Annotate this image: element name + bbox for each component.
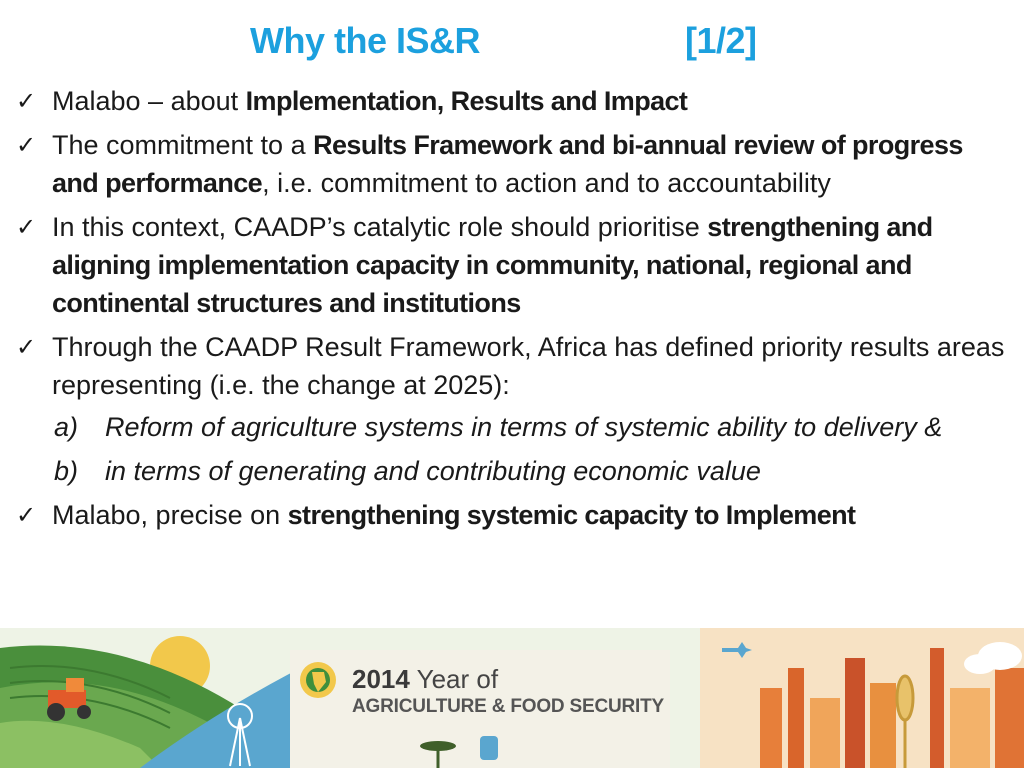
bullet-item: [0, 496, 1024, 534]
bullet-text: , i.e. commitment to action and to accountability: [262, 168, 831, 198]
bullet-text: Malabo – about: [52, 86, 246, 116]
bullet-item: [0, 328, 1024, 404]
au-logo: [300, 662, 336, 698]
checkmark-icon: ✓: [16, 333, 37, 361]
slide-body: [0, 82, 1024, 540]
train-icon: [480, 736, 498, 760]
banner-subtitle: AGRICULTURE & FOOD SECURITY: [352, 696, 664, 717]
checkmark-icon: ✓: [16, 213, 37, 241]
sub-item-text: in terms of generating and contributing economic value: [105, 456, 761, 486]
checkmark-icon: ✓: [16, 501, 37, 529]
sub-item-text: Reform of agriculture systems in terms of systemic ability to delivery &: [105, 412, 943, 442]
bullet-bold-text: strengthening and aligning implementation capacity in community, national, regional and continental structures and institutions: [52, 212, 933, 318]
sub-item-letter: b): [54, 456, 79, 486]
bullet-item: [0, 208, 1024, 322]
bullet-text: In this context, CAADP’s catalytic role should prioritise: [52, 212, 708, 242]
footer-banner: [0, 628, 1024, 768]
checkmark-icon: ✓: [16, 131, 37, 159]
slide-title: [0, 16, 1024, 66]
banner-year-suffix: Year of: [416, 664, 499, 694]
slide-title-main: Why the IS&R: [250, 20, 481, 61]
bullet-item: [0, 126, 1024, 202]
checkmark-icon: ✓: [16, 87, 37, 115]
slide-page-indicator: [1/2]: [685, 20, 757, 61]
banner-year: [352, 664, 498, 695]
sub-item: [0, 408, 1024, 446]
bullet-item: [0, 82, 1024, 120]
bullet-bold-text: Implementation, Results and Impact: [245, 86, 688, 116]
bullet-text: Through the CAADP Result Framework, Africa has defined priority results areas representing (i.e. the change at 2025):: [52, 332, 1005, 400]
bullet-bold-text: strengthening systemic capacity to Implement: [287, 500, 856, 530]
bullet-text: Malabo, precise on: [52, 500, 288, 530]
sub-item: [0, 452, 1024, 490]
sub-item-letter: a): [54, 412, 79, 442]
bullet-text: The commitment to a: [52, 130, 314, 160]
banner-year-number: 2014: [352, 664, 410, 694]
bullet-bold-text: Results Framework and bi-annual review of progress and performance: [52, 130, 963, 198]
